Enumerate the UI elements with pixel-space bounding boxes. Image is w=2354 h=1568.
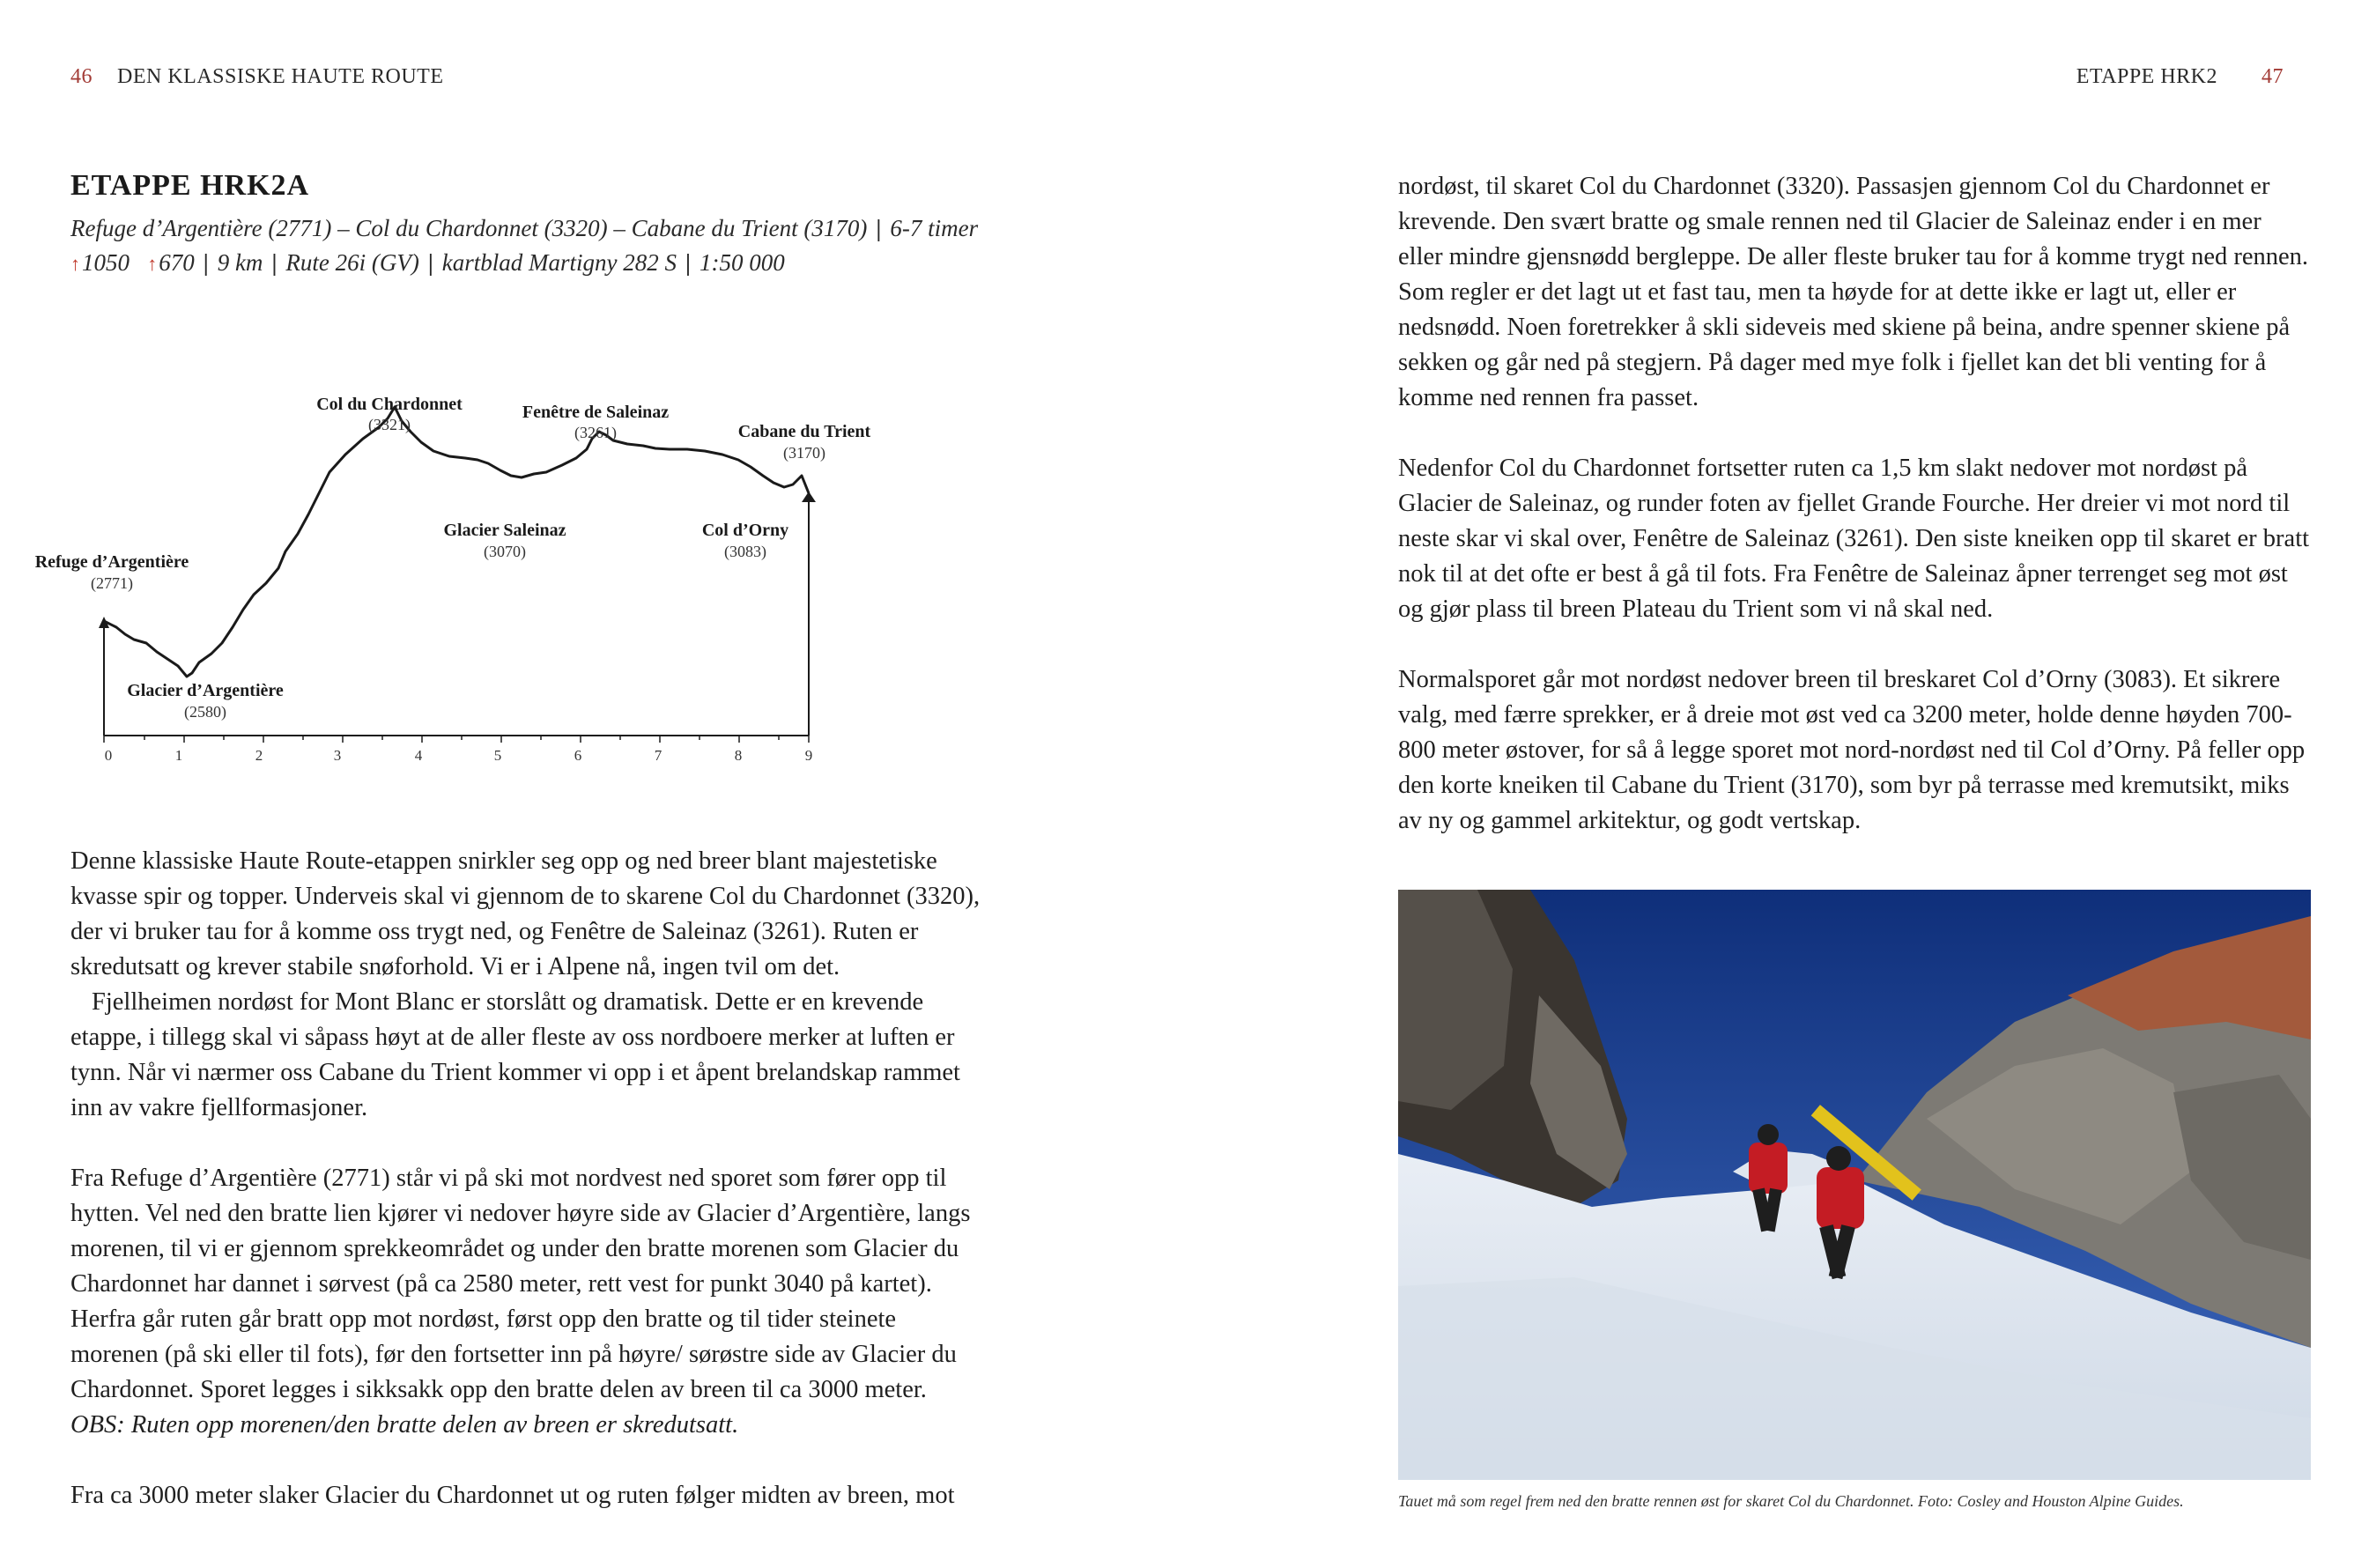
- paragraph: Fjellheimen nordøst for Mont Blanc er storslått og dramatisk. Dette er en krevende etappe, i tillegg skal vi såpass høyt at de aller fleste av oss nordboere merker at luften er tynn. Når vi nærmer oss Cabane du Trient kommer vi opp i et åpent brelandskap rammet inn av vakre fjellformasjoner.: [70, 988, 960, 1121]
- elevation-profile-diagram: [18, 379, 899, 775]
- route-stats-line: [70, 246, 1004, 281]
- profile-altitude: (2771): [91, 574, 133, 592]
- profile-label-col-dorny: Col d’Orny: [701, 521, 789, 540]
- ascent-value: 1050: [82, 249, 130, 276]
- paragraph: Fra ca 3000 meter slaker Glacier du Chardonnet ut og ruten følger midten av breen, mot: [70, 1482, 955, 1509]
- map-sheet: kartblad Martigny 282 S: [441, 249, 677, 276]
- left-page-number: 46: [70, 65, 93, 88]
- axis-tick-label: 9: [804, 747, 813, 764]
- photo-caption: Tauet må som regel frem ned den bratte rennen øst for skaret Col du Chardonnet. Foto: Cosley and Houston Alpine Guides.: [1398, 1492, 2184, 1510]
- right-running-title: ETAPPE HRK2: [2076, 65, 2217, 88]
- profile-label-glacier-saleinaz: Glacier Saleinaz: [443, 521, 566, 540]
- descent-arrow-icon: ↑: [147, 253, 158, 275]
- ascent-arrow-icon: ↑: [70, 253, 80, 275]
- separator: |: [271, 249, 278, 276]
- profile-label-glacier-argentiere: Glacier d’Argentière: [127, 681, 284, 700]
- distance-value: 9 km: [217, 249, 263, 276]
- right-body-text: [1398, 169, 2311, 839]
- axis-tick-label: 7: [654, 747, 663, 764]
- profile-altitude: (3083): [724, 543, 766, 560]
- axis-tick-label: 8: [734, 747, 743, 764]
- separator: |: [203, 249, 209, 276]
- ski-mountaineering-photo: [1398, 890, 2311, 1480]
- axis-ticks: [104, 736, 809, 743]
- paragraph: Denne klassiske Haute Route-etappen snirkler seg opp og ned breer blant majestetiske kvasse spir og topper. Underveis skal vi gjennom de to skarene Col du Chardonnet (3320), der vi bruker tau for å komme oss trygt ned, og Fenêtre de Saleinaz (3261). Ruten er skredutsatt og krever stabile snøforhold. Vi er i Alpene nå, ingen tvil om det.: [70, 847, 981, 980]
- descent-value: 670: [159, 249, 195, 276]
- time-estimate: 6-7 timer: [890, 215, 979, 241]
- axis-tick-label: 2: [255, 747, 263, 764]
- profile-altitude: (3170): [783, 444, 825, 462]
- elevation-profile-line: [104, 407, 809, 677]
- right-page-number: 47: [2261, 65, 2284, 88]
- etappe-heading: [70, 169, 1004, 281]
- profile-altitude: (3321): [368, 416, 411, 433]
- route-summary-line: [70, 211, 1004, 246]
- axis-tick-label: 6: [574, 747, 582, 764]
- axis-tick-label: 0: [104, 747, 113, 764]
- paragraph: Fra Refuge d’Argentière (2771) står vi på ski mot nordvest ned sporet som fører opp til hytten. Vel ned den bratte lien kjører vi nedover høyre side av Glacier d’Argentière, langs morenen, til vi er gjennom sprekkeområdet og under den bratte morenen som Glacier du Chardonnet har dannet i sørvest (på ca 2580 meter, rett vest for punkt 3040 på kartet). Herfra går ruten går bratt opp mot nordøst, først opp den bratte og til tider steinete morenen (på ski eller til fots), før den fortsetter inn på høyre/ sørøstre side av Glacier du Chardonnet. Sporet legges i sikksakk opp den bratte delen av breen til ca 3000 meter.: [70, 1165, 971, 1403]
- right-running-header: [2076, 65, 2284, 89]
- left-running-title: DEN KLASSISKE HAUTE ROUTE: [117, 65, 444, 88]
- axis-tick-label: 5: [493, 747, 502, 764]
- route-reference: Rute 26i (GV): [285, 249, 419, 276]
- profile-label-cabane-du-trient: Cabane du Trient: [737, 422, 871, 441]
- separator: |: [876, 215, 882, 241]
- profile-altitude: (2580): [184, 703, 226, 721]
- left-running-header: [70, 65, 443, 89]
- profile-label-fenetre-de-saleinaz: Fenêtre de Saleinaz: [522, 403, 670, 422]
- route-description: Refuge d’Argentière (2771) – Col du Chardonnet (3320) – Cabane du Trient (3170): [70, 215, 868, 241]
- paragraph: nordøst, til skaret Col du Chardonnet (3320). Passasjen gjennom Col du Chardonnet er krevende. Den svært bratte og smale rennen ned til Glacier de Saleinaz ender i en mer eller mindre gjensnødd bergleppe. De aller fleste bruker tau for å komme trygt ned rennen. Som regler er det lagt ut et fast tau, men ta høyde for at dette ikke er lagt ut, eller er nedsnødd. Noen foretrekker å skli sideveis med skiene på beina, andre spenner skiene på sekken og går ned på stegjern. På dager med mye folk i fjellet kan det bli venting for å komme ned rennen fra passet.: [1398, 173, 2309, 411]
- profile-altitude: (3261): [574, 424, 617, 441]
- axis-tick-label: 4: [414, 747, 423, 764]
- left-body-text: [70, 844, 984, 1513]
- paragraph: Nedenfor Col du Chardonnet fortsetter ruten ca 1,5 km slakt nedover mot nordøst på Glacier de Saleinaz, og runder foten av fjellet Grande Fourche. Her dreier vi mot nord til neste skar vi skal over, Fenêtre de Saleinaz (3261). Den siste kneiken opp til skaret er bratt nok til at det ofte er best å gå til fots. Fra Fenêtre de Saleinaz åpner terrenget seg mot øst og gjør plass til breen Plateau du Trient som vi nå skal ned.: [1398, 455, 2310, 623]
- profile-altitude: (3070): [484, 543, 526, 560]
- etappe-title: ETAPPE HRK2A: [70, 169, 310, 202]
- separator: |: [427, 249, 433, 276]
- axis-tick-label: 1: [174, 747, 183, 764]
- warning-note: OBS: Ruten opp morenen/den bratte delen av breen er skredutsatt.: [70, 1411, 739, 1439]
- paragraph: Normalsporet går mot nordøst nedover breen til breskaret Col d’Orny (3083). Et sikrere valg, med færre sprekker, er å dreie mot øst ved ca 3200 meter, holde denne høyden 700-800 meter østover, for så å legge sporet mot nord-nordøst ned til Col d’Orny. På feller opp den korte kneiken til Cabane du Trient (3170), som byr på terrasse med kremutsikt, miks av ny og gammel arkitektur, og godt vertskap.: [1398, 666, 2306, 834]
- axis-tick-label: 3: [333, 747, 342, 764]
- separator: |: [685, 249, 691, 276]
- profile-label-col-du-chardonnet: Col du Chardonnet: [316, 395, 463, 414]
- map-scale: 1:50 000: [699, 249, 785, 276]
- profile-label-refuge-argentiere: Refuge d’Argentière: [34, 552, 189, 572]
- photo-illustration: [1398, 890, 2311, 1480]
